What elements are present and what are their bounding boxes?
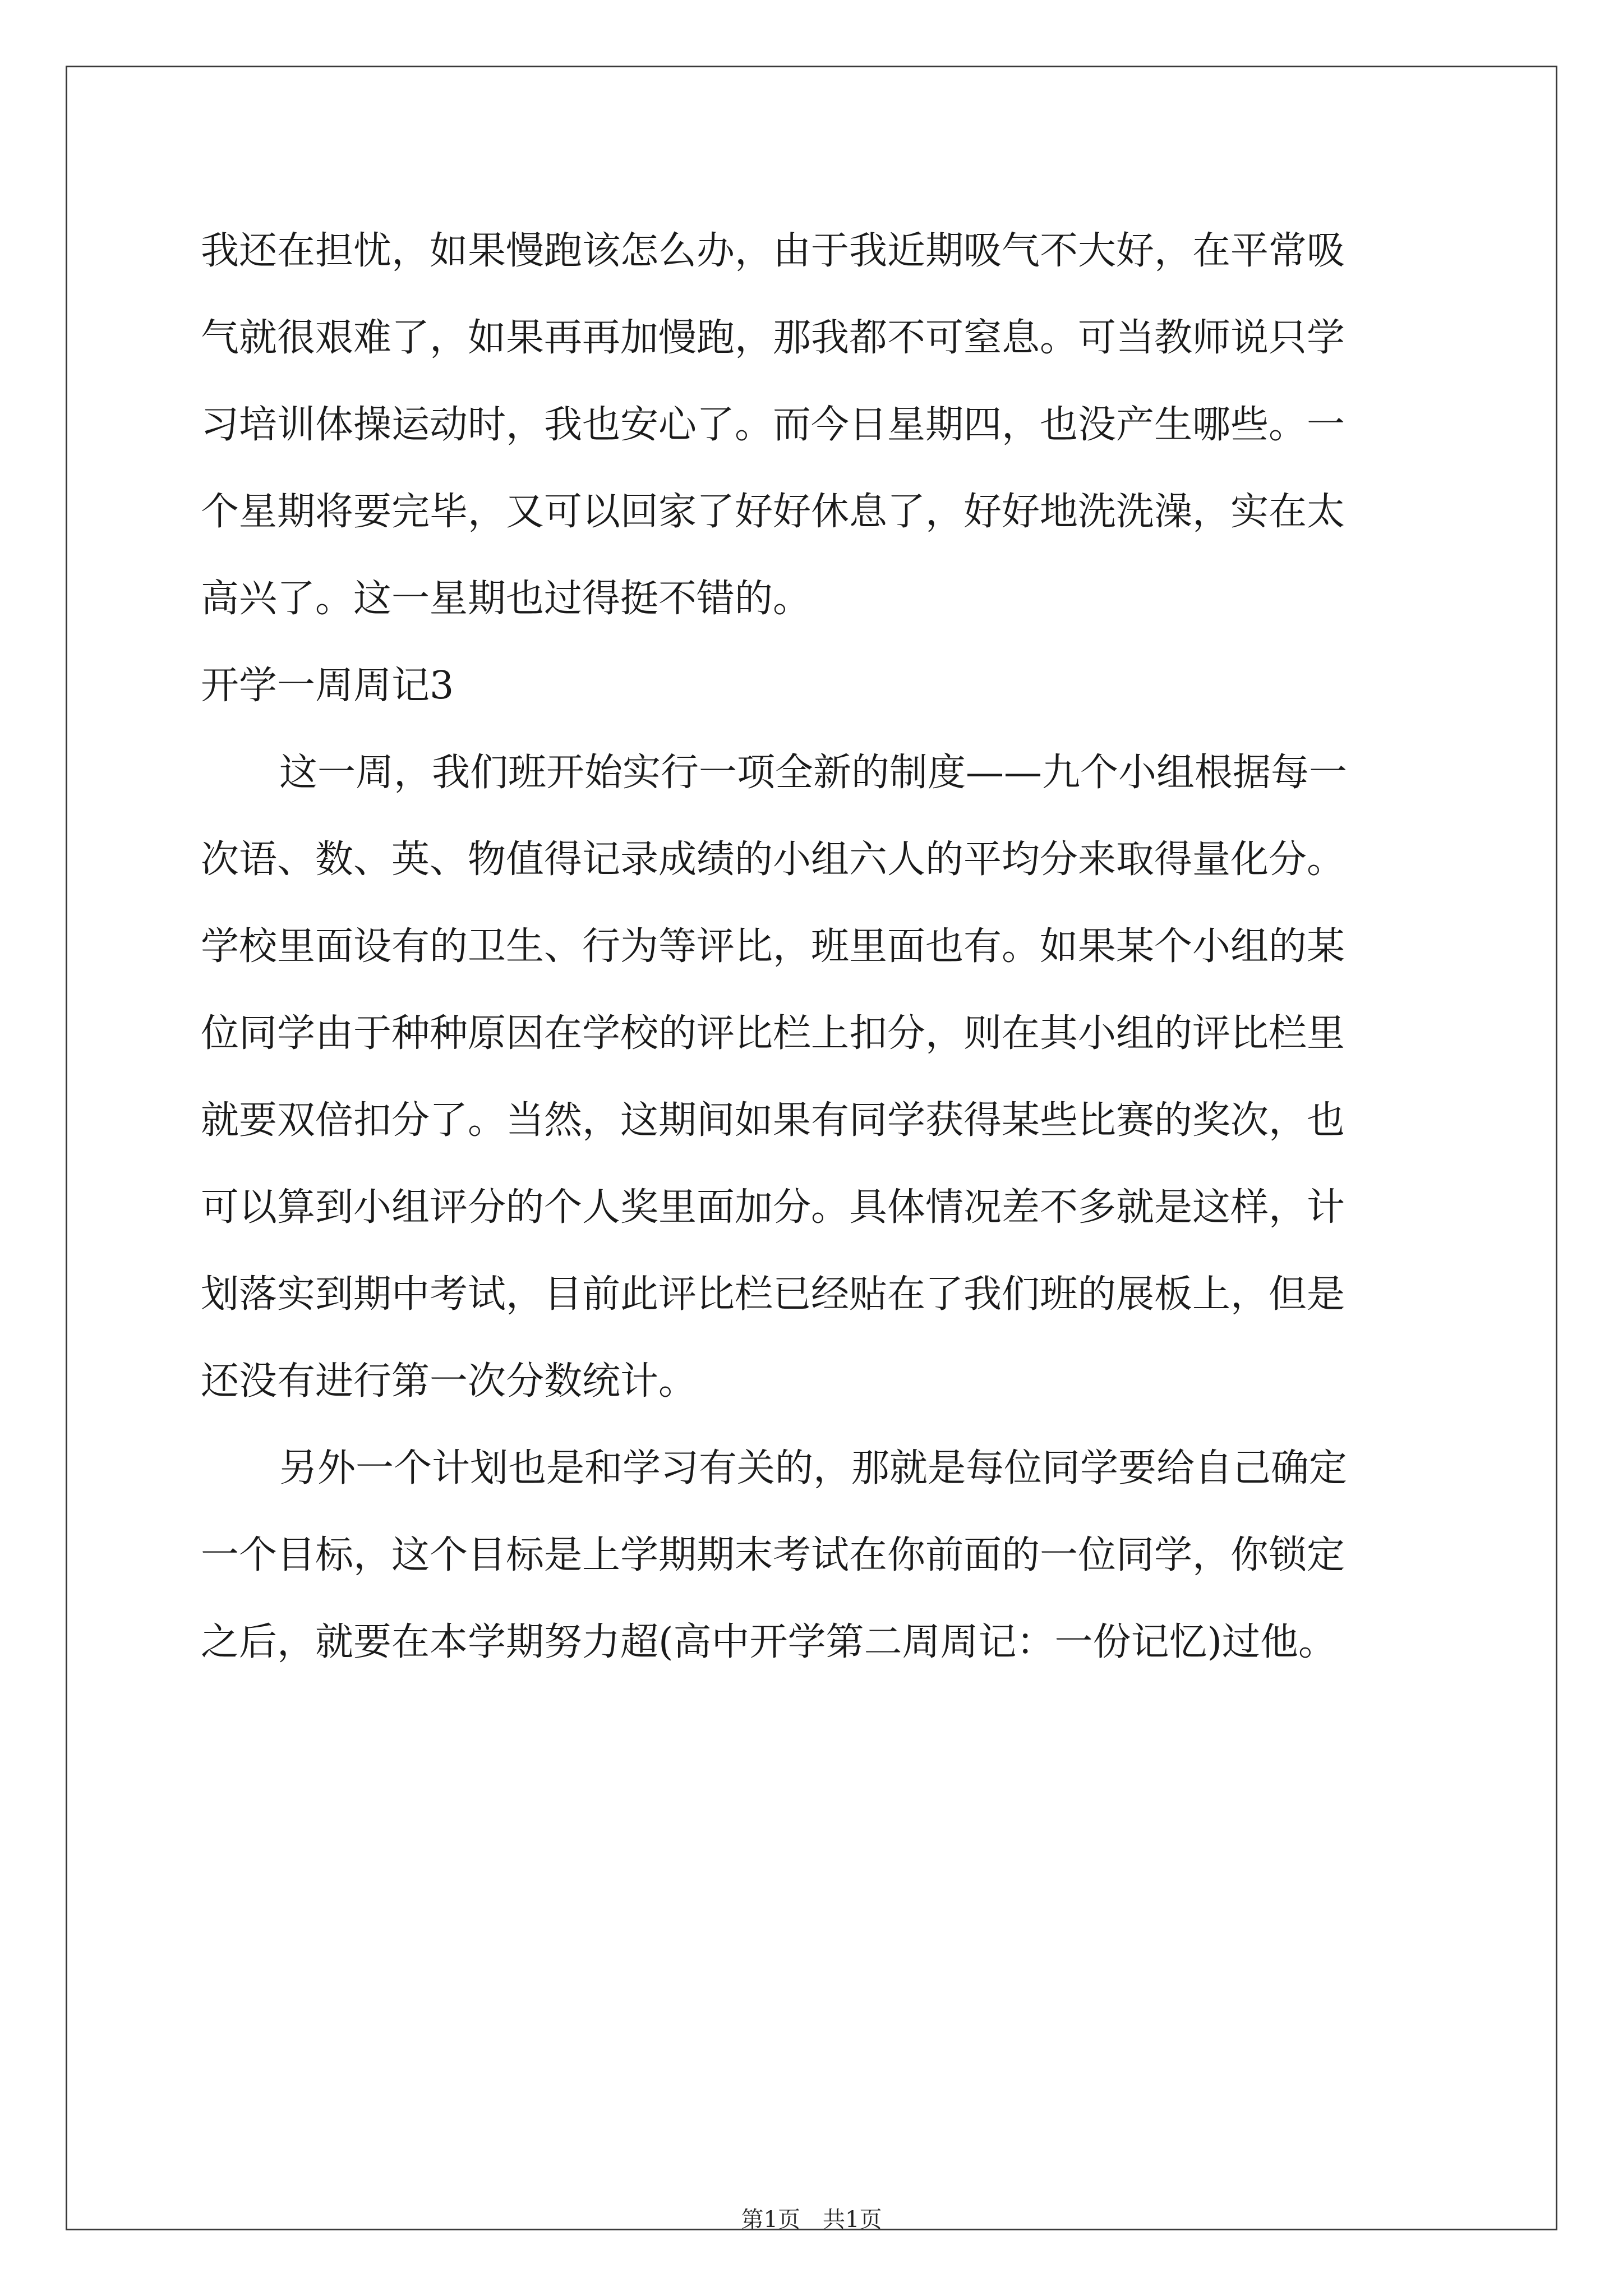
text-line: 一个目标，这个目标是上学期期末考试在你前面的一位同学，你锁定 bbox=[201, 1533, 1345, 1577]
text-line: 气就很艰难了，如果再再加慢跑，那我都不可窒息。可当教师说只学 bbox=[201, 316, 1345, 360]
text-line: 位同学由于种种原因在学校的评比栏上扣分，则在其小组的评比栏里 bbox=[201, 1011, 1345, 1056]
text-line: 个星期将要完毕，又可以回家了好好休息了，好好地洗洗澡，实在太 bbox=[201, 490, 1345, 534]
page-footer bbox=[0, 2206, 1623, 2234]
text-line: 还没有进行第一次分数统计。 bbox=[201, 1359, 697, 1404]
text-line: 我还在担忧，如果慢跑该怎么办，由于我近期吸气不大好，在平常吸 bbox=[201, 229, 1345, 273]
text-line: 高兴了。这一星期也过得挺不错的。 bbox=[201, 577, 811, 621]
text-line: 可以算到小组评分的个人奖里面加分。具体情况差不多就是这样，计 bbox=[201, 1185, 1345, 1230]
text-line: 就要双倍扣分了。当然，这期间如果有同学获得某些比赛的奖次，也 bbox=[201, 1098, 1345, 1143]
page-total: 共1页 bbox=[823, 2207, 882, 2233]
text-line: 之后，就要在本学期努力超(高中开学第二周周记：一份记忆)过他。 bbox=[201, 1620, 1337, 1664]
section-title: 开学一周周记3 bbox=[201, 664, 454, 708]
document-body bbox=[201, 208, 1423, 1686]
paragraph-first-line: 这一周，我们班开始实行一项全新的制度——九个小组根据每一 bbox=[279, 751, 1348, 795]
page-number: 第1页 bbox=[741, 2207, 800, 2233]
paragraph-first-line: 另外一个计划也是和学习有关的，那就是每位同学要给自己确定 bbox=[279, 1446, 1348, 1490]
text-line: 划落实到期中考试，目前此评比栏已经贴在了我们班的展板上，但是 bbox=[201, 1272, 1345, 1317]
text-line: 学校里面设有的卫生、行为等评比，班里面也有。如果某个小组的某 bbox=[201, 924, 1345, 969]
text-line: 习培训体操运动时，我也安心了。而今日星期四，也没产生哪些。一 bbox=[201, 403, 1345, 447]
text-line: 次语、数、英、物值得记录成绩的小组六人的平均分来取得量化分。 bbox=[201, 838, 1345, 882]
